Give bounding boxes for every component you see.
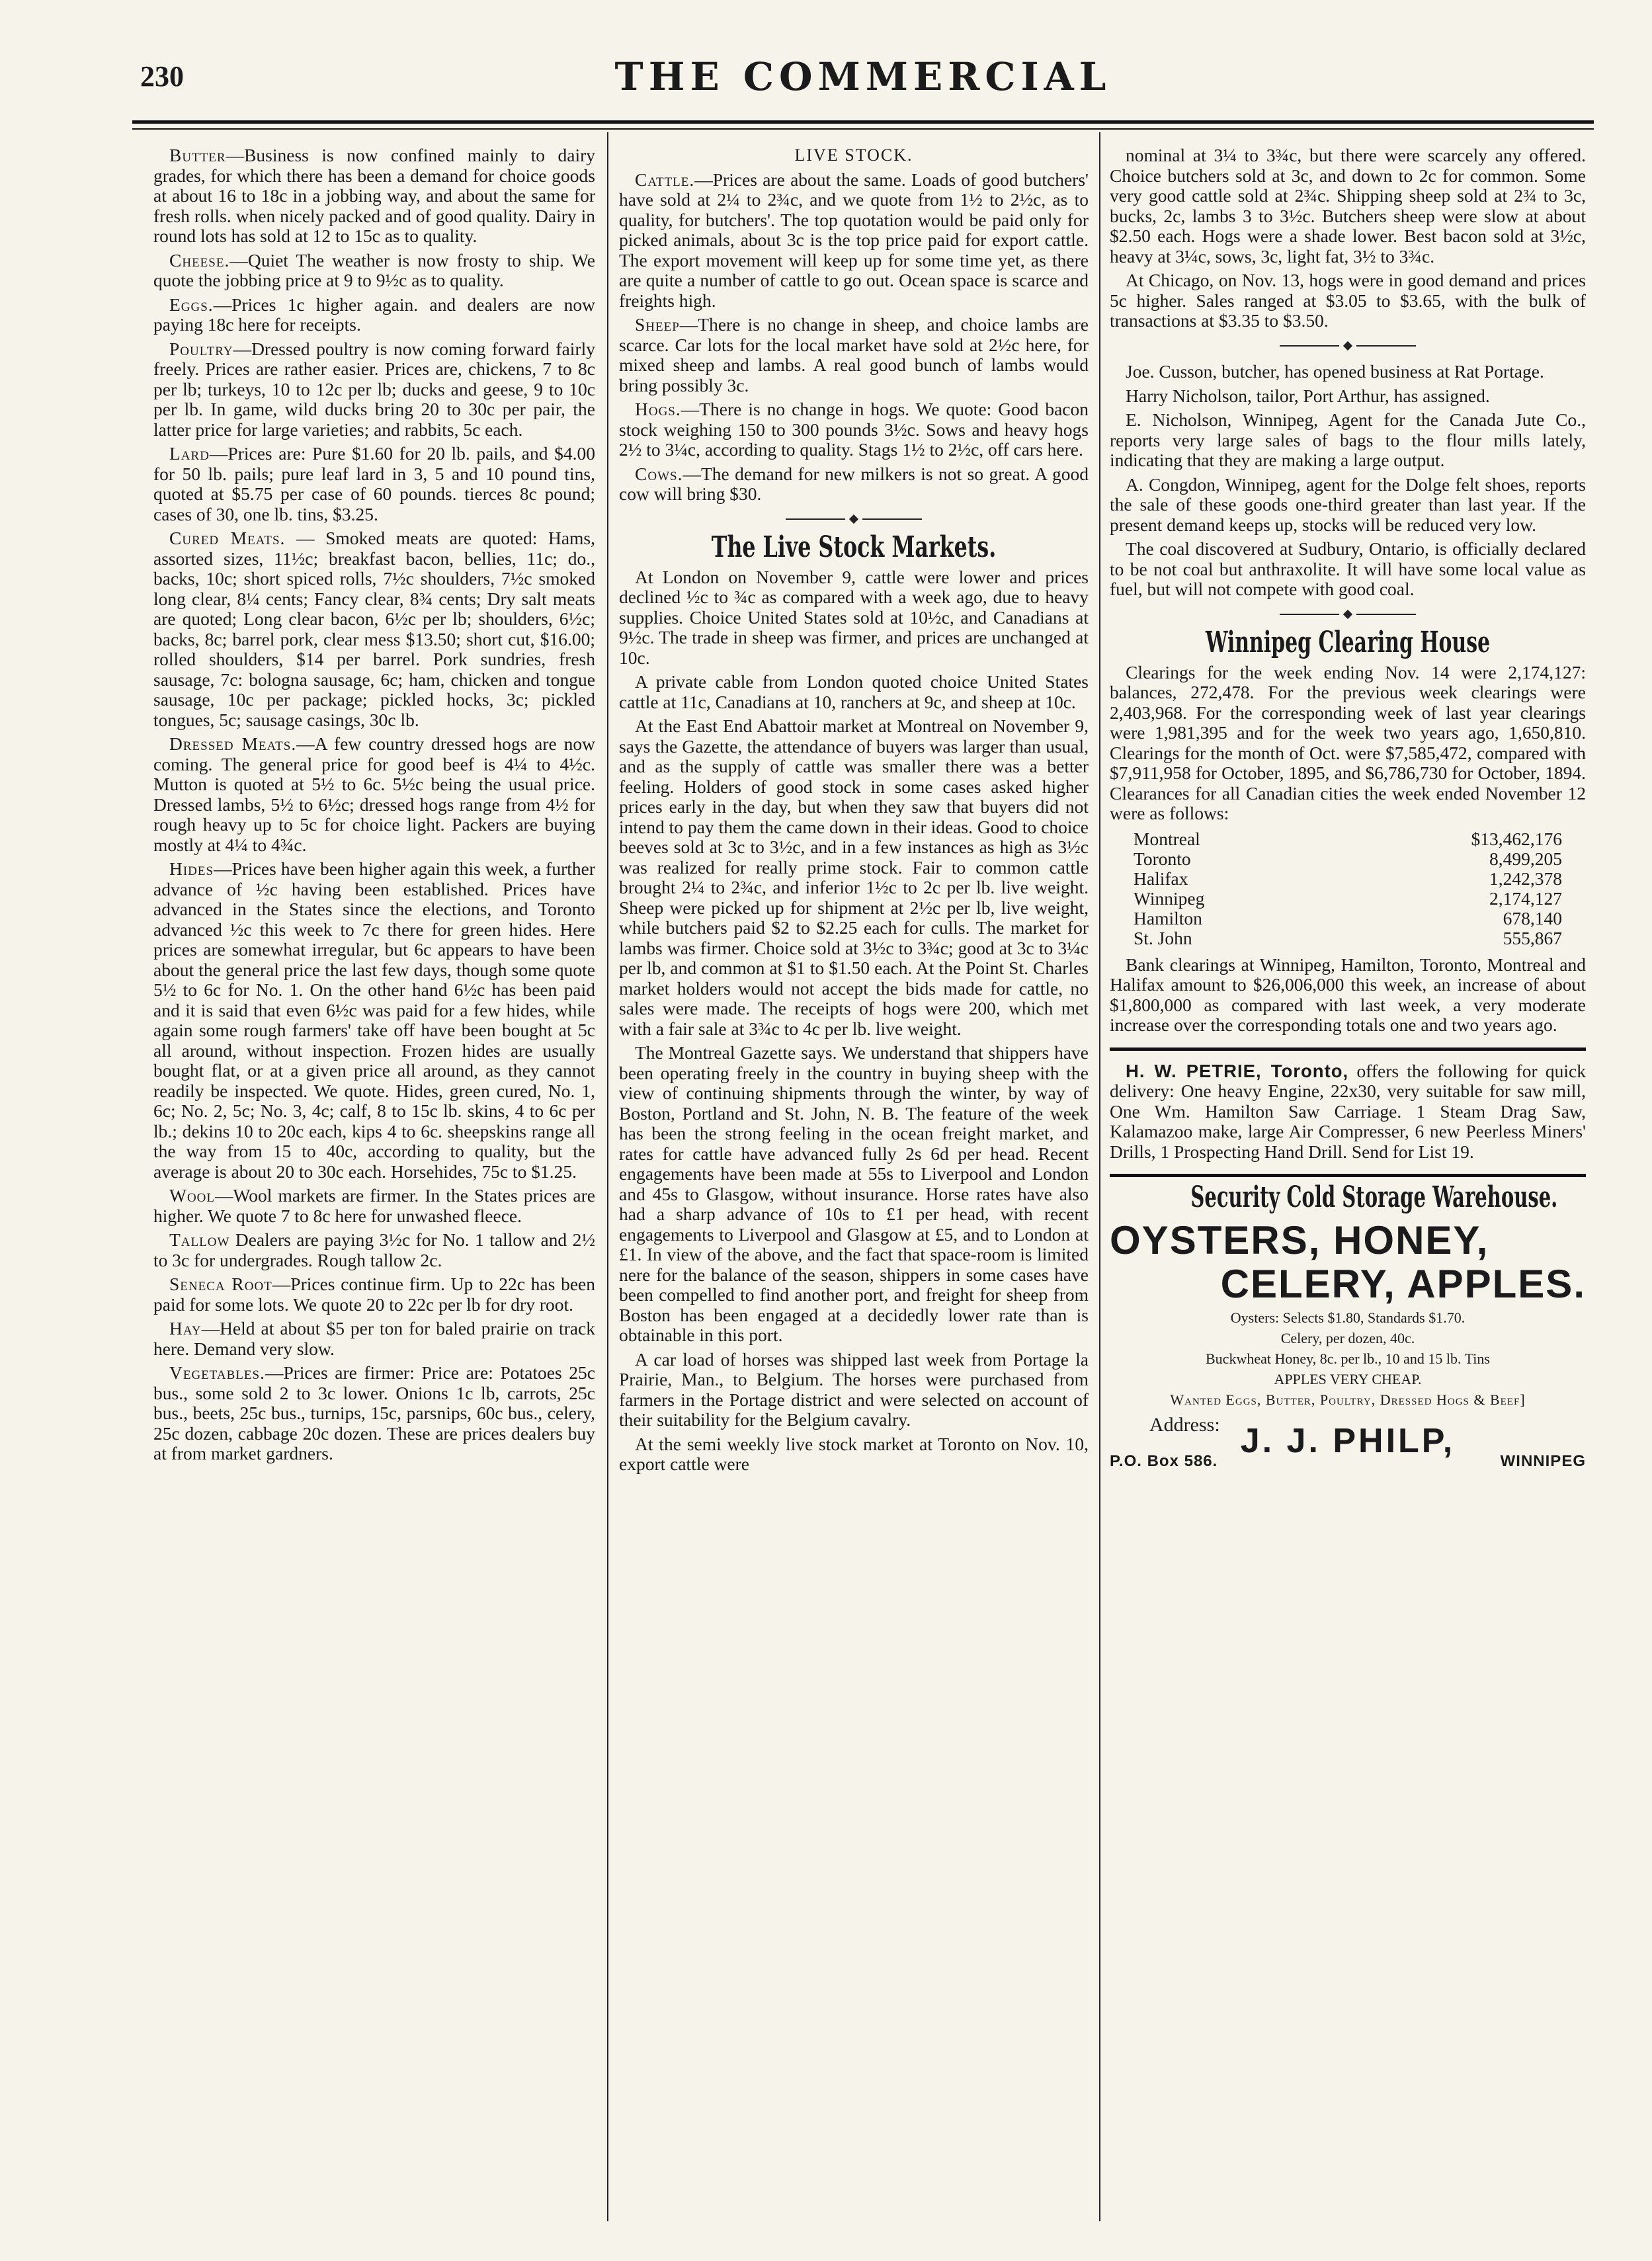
article-paragraph: At the East End Abattoir market at Montreal on November 9, says the Gazette, the attendance of buyers was larger than usual, and as the supply of cattle was smaller there was a better feeling. Holders of good stock in some cases asked higher prices early in the day, but when they saw that buyers did not intend to pay them the came down in their ideas. Good to choice beeves sold at 3c to 3½c, and in a few instances as high as 3½c was realized for really prime stock. Fair to common cattle brought 2¼ to 2¾c, and inferior 1½c to 2c per lb. live weight. Sheep were picked up for shipment at 2½c per lb, live weight, while butchers paid $2 to $2.25 each for culls. The market for lambs was firmer. Choice sold at 3½c to 3¾c; good at 3c to 3¼c per lb, and common at $1 to $1.50 each. At the Point St. Charles market holders would not accept the bids made for cattle, no sales were made. The receipts of hogs were 200, which met with a fair sale at 3¾c to 4c per lb. live weight. (619, 716, 1089, 1039)
article-paragraph: E. Nicholson, Winnipeg, Agent for the Canada Jute Co., reports very large sales of bags to the flour mills lately, indicating that they are making a large output. (1110, 409, 1586, 470)
article-paragraph: Harry Nicholson, tailor, Port Arthur, has assigned. (1126, 385, 1490, 406)
article-paragraph (153, 1230, 595, 1270)
article-paragraph (619, 464, 1089, 505)
paragraph-text: —There is no change in sheep, and choice lambs are scarce. Car lots for the local market have sold at 2½c here, for mixed sheep and lambs. A real good bunch of lambs would bring possibly 3c. (619, 314, 1089, 395)
page-header (132, 45, 1594, 118)
clearing-amount: 555,867 (1503, 927, 1562, 948)
article-paragraph: At London on November 9, cattle were lower and prices declined ½c to ¾c as compared with a week ago, due to heavy supplies. Choice United States sold at 10½c, and Canadians at 9½c. The trade in sheep was firmer, and prices are unchanged at 10c. (619, 566, 1089, 668)
separator (1110, 335, 1586, 356)
paragraph-text: —Prices have been higher again this week, a further advance of ½c having been established. Prices have advanced in the States since the elections, and Toronto advanced ½c this week to 7c there for green hides. Here prices are somewhat irregular, but 6c appears to have been about the general price the last few days, though some quote 5½ to 6c for No. 1. On the other hand 6½c has been paid and it is said that even 6½c was paid for a few hides, while again some rough farmers' take off have been bought at 5c all around, without inspection. Frozen hides are usually bought flat, or at a given price all around, as they cannot readily be inspected. We quote. Hides, green cured, No. 1, 6c; No. 2, 5c; No. 3, 4c; calf, 8 to 15c lb. skins, 4 to 6c per lb.; dekins 10 to 20c each, kips 4 to 6c. sheepskins range all the way from 15 to 40c, according to quality, but the average is about 20 to 30c each. Horsehides, 75c to $1.25. (153, 858, 595, 1182)
price-line: Celery, per dozen, 40c. (1280, 1329, 1415, 1346)
clearing-amount: 678,140 (1503, 907, 1562, 928)
clearing-row (1134, 928, 1562, 948)
paragraph-text: — Smoked meats are quoted: Hams, assorted sizes, 11½c; breakfast bacon, bellies, 11c; do., backs, 10c; short spiced rolls, 7½c shoulders, 7½c smoked long clear, 8¼ cents; Fancy clear, 8¾ cents; Dry salt meats are quoted; Long clear bacon, 6½c per lb; shoulders, 6½c; backs, 8c; barrel pork, clear mess $13.50; short cut, $16.00; rolled shoulders, $14 per barrel. Pork sundries, fresh sausage, 7c: bologna sausage, 6c; ham, chicken and tongue sausage, 10c per package; pickled hocks, 3c; pickled tongues, 5c; sausage casings, 30c lb. (153, 528, 595, 730)
article-paragraph: At Chicago, on Nov. 13, hogs were in good demand and prices 5c higher. Sales ranged at $3.05 to $3.65, with the bulk of transactions at $3.35 to $3.50. (1110, 270, 1586, 331)
article-paragraph (153, 734, 595, 855)
paragraph-text: —Prices are firmer: Price are: Potatoes 25c bus., some sold 2 to 3c lower. Onions 1c lb, carrots, 25c bus., beets, 25c bus., turnips, 15c, parsnips, 60c bus., celery, 25c dozen, cabbage 20c dozen. These are prices dealers buy at from market gardners. (153, 1362, 595, 1463)
article-paragraph: At the semi weekly live stock market at Toronto on Nov. 10, export cattle were (619, 1433, 1089, 1474)
article-paragraph (153, 444, 595, 524)
article-paragraph (153, 1363, 595, 1464)
paragraph-text: —Prices are about the same. Loads of good butchers' have sold at 2¼ to 2¾c, and we quote from 1½ to 2½c, as to quality, for butchers'. The top quotation would be paid only for picked animals, about 3c is the top price paid for export cattle. The export movement will keep up for some time yet, as there are quite a number of cattle to go out. Ocean space is scarce and freights high. (619, 169, 1089, 311)
paragraph-text: —Dressed poultry is now coming forward fairly freely. Prices are rather easier. Prices are, chickens, 7 to 8c per lb; turkeys, 10 to 12c per lb; ducks and geese, 9 to 10c per lb. In game, wild ducks bring 20 to 30c per pair, the latter price for large varieties; and rabbits, 5c each. (153, 338, 595, 440)
article-paragraph: A private cable from London quoted choice United States cattle at 11c, Canadians at 10, ranchers at 9c, and sheep at 10c. (619, 671, 1089, 712)
price-line: Buckwheat Honey, 8c. per lb., 10 and 15 lb. Tins (1206, 1350, 1490, 1367)
paragraph-lead: Cheese. (169, 249, 230, 270)
paragraph-lead: Tallow (169, 1229, 230, 1250)
clearing-intro: Clearings for the week ending Nov. 14 were 2,174,127: balances, 272,478. For the previous week clearings were 2,403,968. For the corresponding week of last year clearings were 1,981,395 and for the week two years ago, 1,650,810. Clearings for the month of Oct. were $7,585,472, compared with $7,911,958 for October, 1895, and $6,786,730 for October, 1894. Clearances for all Canadian cities the week ended November 12 were as follows: (1110, 661, 1586, 823)
article-paragraph (153, 528, 595, 730)
article-paragraph: The coal discovered at Sudbury, Ontario, is officially declared to be not coal but anthraxolite. It will have some local value as fuel, but will not compete with good coal. (1110, 538, 1586, 599)
paragraph-lead: Poultry (169, 338, 233, 359)
philp-advertisement (1110, 1180, 1586, 1471)
page-number: 230 (140, 60, 184, 93)
live-stock-heading: LIVE STOCK. (794, 145, 913, 165)
clearings-table (1134, 829, 1562, 948)
article-paragraph (153, 1319, 595, 1359)
clearing-amount: $13,462,176 (1471, 828, 1562, 849)
clearing-amount: 2,174,127 (1489, 887, 1562, 909)
clearing-row (1134, 829, 1562, 849)
live-stock-markets-paragraphs (619, 567, 1089, 1475)
column-divider (607, 132, 608, 2221)
clearing-city: Toronto (1134, 848, 1191, 869)
article-paragraph (153, 339, 595, 440)
clearing-city: Montreal (1134, 828, 1200, 849)
article-paragraph (153, 859, 595, 1182)
separator (619, 509, 1089, 529)
article-paragraph: Joe. Cusson, butcher, has opened business at Rat Portage. (1126, 361, 1544, 382)
paragraph-lead: Eggs. (169, 294, 214, 315)
oysters-honey: OYSTERS, HONEY, (1110, 1217, 1489, 1262)
column-news (1110, 145, 1586, 2198)
paragraph-lead: Hogs. (635, 399, 681, 419)
city: WINNIPEG (1500, 1452, 1586, 1470)
paragraph-lead: Butter (169, 145, 226, 165)
paragraph-text: —A few country dressed hogs are now coming. The general price for good beef is 4¼ to 4½c. Mutton is quoted at 5½ to 6c. 5½c being the usual price. Dressed lambs, 5½ to 6½c; dressed hogs range from 4½ for rough heavy up to 5c for choice light. Packers are buying mostly at 4¼ to 4¾c. (153, 733, 595, 855)
paragraph-lead: Sheep (635, 314, 680, 335)
article-paragraph: The Montreal Gazette says. We understand that shippers have been operating freely in the country in buying sheep with the view of continuing shipments through the winter, by way of Boston, Portland and St. John, N. B. The feature of the week has been the strong feeling in the ocean freight market, and rates for cattle have advanced fully 2s 6d per head. Recent engagements have been made at 55s to Liverpool and London and 45s to Glasgow, without insurance. Horse rates have also had a sharp advance of 10s to £1 per head, with recent engagements to Liverpool and Glasgow at £5, and to London at £1. In view of the above, and the fact that space-room is limited nere for the balance of the season, shippers in some cases have been compelled to find another port, and freight for sheep from Boston has been engaged at a decidedly lower rate than is obtainable in this port. (619, 1042, 1089, 1345)
clearing-city: St. John (1134, 927, 1192, 948)
column-divider (1099, 132, 1100, 2221)
separator (1110, 604, 1586, 624)
clearing-row (1134, 889, 1562, 909)
article-paragraph (153, 1186, 595, 1226)
price-line: APPLES VERY CHEAP. (1274, 1370, 1422, 1387)
paragraph-text: —Business is now confined mainly to dairy grades, for which there has been a demand for choice goods at about 16 to 18c in a jobbing way, and about the same for fresh rolls. when nicely packed and of good quality. Dairy in round lots has sold at 12 to 15c as to quality. (153, 145, 595, 246)
article-paragraph (619, 315, 1089, 395)
live-stock-paragraphs (619, 170, 1089, 505)
storage-title: Security Cold Storage Warehouse. (1190, 1180, 1558, 1214)
paragraph-lead: Lard (169, 443, 210, 464)
clearing-outro: Bank clearings at Winnipeg, Hamilton, Toronto, Montreal and Halifax amount to $26,006,000 this week, an increase of about $1,800,000 as compared with last week, a very moderate increase over the corresponding totals one and two years ago. (1110, 954, 1586, 1035)
paragraph-text: —Quiet The weather is now frosty to ship. We quote the jobbing price at 9 to 9½c as to quality. (153, 249, 595, 290)
header-rule-thick (132, 120, 1594, 124)
wanted-line: Wanted Eggs, Butter, Poultry, Dressed Hogs & Beef] (1170, 1391, 1526, 1408)
trade-notes (1110, 362, 1586, 600)
clearing-amount: 8,499,205 (1489, 848, 1562, 869)
article-paragraph (153, 145, 595, 247)
clearing-house-title: Winnipeg Clearing House (1205, 626, 1491, 659)
paragraph-lead: Cured Meats. (169, 528, 286, 548)
article-paragraph (153, 251, 595, 291)
header-rule-thin (132, 128, 1594, 130)
clearing-row (1134, 909, 1562, 928)
article-paragraph (153, 1274, 595, 1315)
paragraph-text: —There is no change in hogs. We quote: Good bacon stock weighing 150 to 300 pounds 3½c. Sows and heavy hogs 2½ to 3¼c, according to quality. Stags 1½ to 2½c, off cars here. (619, 399, 1089, 460)
ad-rule (1110, 1174, 1586, 1177)
article-paragraph: A car load of horses was shipped last week from Portage la Prairie, Man., to Belgium. The horses were purchased from farmers in the Portage district and were selected on account of their suitability for the Belgium cavalry. (619, 1348, 1089, 1430)
paragraph-text: —Held at about $5 per ton for baled prairie on track here. Demand very slow. (153, 1318, 595, 1359)
celery-apples: CELERY, APPLES. (1220, 1261, 1586, 1306)
clearing-city: Hamilton (1134, 907, 1202, 928)
article-paragraph: A. Congdon, Winnipeg, agent for the Dolge felt shoes, reports the sale of these goods one-third greater than last year. If the present demand keeps up, stocks will be reduced very low. (1110, 473, 1586, 535)
paragraph-lead: Hay (169, 1318, 202, 1338)
ad-rule (1110, 1048, 1586, 1051)
article-paragraph (153, 295, 595, 335)
paragraph-lead: Wool (169, 1185, 216, 1206)
live-stock-markets-title: The Live Stock Markets. (711, 530, 997, 564)
paragraph-text: Dealers are paying 3½c for No. 1 tallow and 2½ to 3c for undergrades. Rough tallow 2c. (153, 1229, 595, 1270)
article-paragraph: nominal at 3¼ to 3¾c, but there were scarcely any offered. Choice butchers sold at 3c, and down to 2c for common. Some very good cattle sold at 2¾c. Shipping sheep sold at 2¾ to 3c, bucks, 2c, lambs 3 to 3½c. Butchers sheep were slow at about $2.50 each. Hogs were a shade lower. Best bacon sold at 3½c, heavy at 3¼c, sows, 3c, light fat, 3½ to 3¾c. (1110, 145, 1586, 267)
po-box: P.O. Box 586. (1110, 1452, 1218, 1470)
philp-name: J. J. PHILP, (1240, 1422, 1456, 1460)
clearing-city: Winnipeg (1134, 887, 1205, 909)
clearing-amount: 1,242,378 (1489, 868, 1562, 889)
clearing-row (1134, 869, 1562, 889)
paragraph-text: —Prices 1c higher again. and dealers are now paying 18c here for receipts. (153, 294, 595, 335)
column-live-stock (619, 145, 1089, 2198)
petrie-name: H. W. PETRIE, Toronto, (1126, 1060, 1349, 1081)
market-continued (1110, 145, 1586, 331)
column-markets (153, 145, 595, 2198)
paragraph-lead: Cows. (635, 463, 683, 484)
paragraph-lead: Seneca Root (169, 1274, 272, 1294)
article-paragraph (619, 170, 1089, 311)
paragraph-text: —Wool markets are firmer. In the States prices are higher. We quote 7 to 8c here for unwashed fleece. (153, 1185, 595, 1226)
article-paragraph (619, 399, 1089, 460)
paragraph-text: —Prices are: Pure $1.60 for 20 lb. pails, and $4.00 for 50 lb. pails; pure leaf lard in 3, 5 and 10 pound tins, quoted at $5.75 per case of 60 pounds. tierces 8c pound; cases of 30, one lb. tins, $3.25. (153, 443, 595, 524)
address-label: Address: (1149, 1413, 1220, 1436)
masthead-title: THE COMMERCIAL (614, 54, 1112, 99)
price-line: Oysters: Selects $1.80, Standards $1.70. (1230, 1309, 1466, 1326)
clearing-row (1134, 849, 1562, 869)
paragraph-text: —The demand for new milkers is not so great. A good cow will bring $30. (619, 463, 1089, 504)
paragraph-lead: Hides (169, 858, 214, 879)
petrie-text: offers the following for quick delivery: One heavy Engine, 22x30, very suitable for saw mill, One Wm. Hamilton Saw Carriage. 1 Steam Drag Saw, Kalamazoo make, large Air Compresser, 6 new Peerless Miners' Drills, 1 Prospecting Hand Drill. Send for List 19. (1110, 1060, 1586, 1162)
paragraph-lead: Dressed Meats. (169, 733, 297, 754)
paragraph-text: —Prices continue firm. Up to 22c has been paid for some lots. We quote 20 to 22c per lb for dry root. (153, 1274, 595, 1315)
paragraph-lead: Cattle. (635, 169, 695, 190)
petrie-advertisement (1110, 1061, 1586, 1163)
paragraph-lead: Vegetables. (169, 1362, 265, 1383)
clearing-city: Halifax (1134, 868, 1188, 889)
